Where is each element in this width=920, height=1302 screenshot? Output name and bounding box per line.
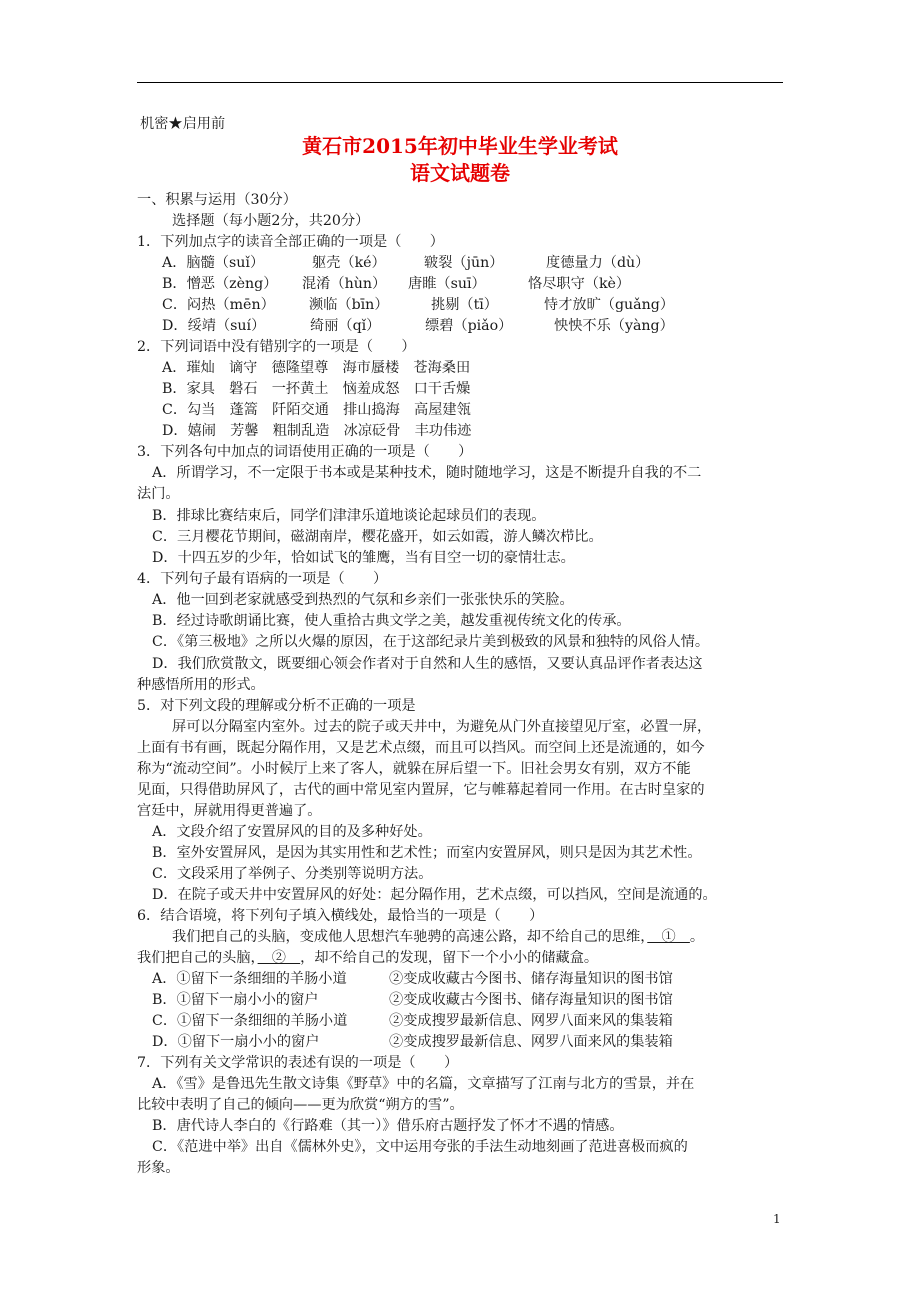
- q7-stem: 7．下列有关文学常识的表述有误的一项是（ ）: [137, 1055, 459, 1071]
- q5-stem: 5．对下列文段的理解或分析不正确的一项是: [137, 698, 416, 714]
- q2-option-a: A．璀灿 谪守 德隆望尊 海市蜃楼 苍海桑田: [162, 360, 471, 376]
- blank-1: ①: [647, 929, 690, 945]
- q7-option-a: A．《雪》是鲁迅先生散文诗集《野草》中的名篇，文章描写了江南与北方的雪景，并在: [152, 1076, 695, 1092]
- q6-passage-line-2: 我们把自己的头脑， ② ，却不给自己的发现，留下一个小小的储藏盒。: [137, 950, 599, 966]
- q2-stem: 2．下列词语中没有错别字的一项是（ ）: [137, 339, 416, 355]
- q5-option-a: A．文段介绍了安置屏风的目的及多种好处。: [152, 824, 432, 840]
- q4-option-d-cont: 种感悟所用的形式。: [137, 677, 265, 693]
- blank-2: ②: [257, 950, 301, 966]
- q3-option-d: D．十四五岁的少年，恰如试飞的雏鹰，当有目空一切的豪情壮志。: [152, 550, 575, 566]
- q5-passage-line: 上面有书有画，既起分隔作用，又是艺术点缀，而且可以挡风。而空间上还是流通的，如今: [137, 740, 705, 756]
- q5-option-c: C．文段采用了举例子、分类别等说明方法。: [152, 866, 433, 882]
- q6-stem: 6．结合语境，将下列句子填入横线处，最恰当的一项是（ ）: [137, 908, 544, 924]
- header-rule: [137, 82, 783, 83]
- q2-option-b: B．家具 磐石 一抔黄土 恼羞成怒 口干舌燥: [162, 381, 471, 397]
- section-subheading: 选择题（每小题2分，共20分）: [172, 213, 370, 229]
- q3-option-a-cont: 法门。: [137, 486, 180, 502]
- q5-option-d: D．在院子或天井中安置屏风的好处：起分隔作用，艺术点缀，可以挡风，空间是流通的。: [152, 887, 717, 903]
- page-number: 1: [773, 1212, 781, 1226]
- q7-option-a-cont: 比较中表明了自己的倾向——更为欣赏“朔方的雪”。: [137, 1097, 464, 1113]
- q4-option-a: A．他一回到老家就感受到热烈的气氛和乡亲们一张张快乐的笑脸。: [152, 592, 574, 608]
- q7-option-b: B．唐代诗人李白的《行路难（其一）》借乐府古题抒发了怀才不遇的情感。: [152, 1118, 624, 1134]
- q4-stem: 4．下列句子最有语病的一项是（ ）: [137, 571, 388, 587]
- q1-stem: 1．下列加点字的读音全部正确的一项是（ ）: [137, 234, 444, 250]
- q4-option-d: D．我们欣赏散文，既要细心领会作者对于自然和人生的感悟，又要认真品评作者表达这: [152, 656, 703, 672]
- confidential-mark: 机密★启用前: [140, 116, 226, 132]
- q3-stem: 3．下列各句中加点的词语使用正确的一项是（ ）: [137, 444, 473, 460]
- q3-option-c: C．三月樱花节期间，磁湖南岸，樱花盛开，如云如霞，游人鳞次栉比。: [152, 529, 603, 545]
- q5-passage-line: 宫廷中，屏就用得更普遍了。: [137, 803, 322, 819]
- q7-option-c-cont: 形象。: [137, 1160, 180, 1176]
- q7-option-c: C．《范进中举》出自《儒林外史》，文中运用夸张的手法生动地刻画了范进喜极而疯的: [152, 1139, 688, 1155]
- q5-passage-line: 屏可以分隔室内室外。过去的院子或天井中，为避免从门外直接望见厅室，必置一屏，: [172, 719, 712, 735]
- q4-option-b: B．经过诗歌朗诵比赛，使人重拾古典文学之美，越发重视传统文化的传承。: [152, 613, 631, 629]
- q5-passage-line: 称为“流动空间”。小时候厅上来了客人，就躲在屏后望一下。旧社会男女有别，双方不能: [137, 761, 691, 777]
- exam-subtitle: 语文试题卷: [410, 161, 510, 185]
- section-heading: 一、积累与运用（30分）: [137, 192, 297, 208]
- exam-title: 黄石市2015年初中毕业生学业考试: [302, 134, 618, 158]
- q5-option-b: B．室外安置屏风，是因为其实用性和艺术性；而室内安置屏风，则只是因为其艺术性。: [152, 845, 702, 861]
- q2-option-c: C．勾当 蓬篙 阡陌交通 排山捣海 高屋建瓴: [162, 402, 471, 418]
- q2-option-d: D．嬉闹 芳馨 粗制乱造 冰凉砭骨 丰功伟迹: [162, 423, 472, 439]
- q3-option-a: A．所谓学习，不一定限于书本或是某种技术，随时随地学习，这是不断提升自我的不二: [152, 465, 702, 481]
- q6-passage-line-1: 我们把自己的头脑，变成他人思想汽车驰骋的高速公路，却不给自己的思维， ① 。: [172, 929, 705, 945]
- q3-option-b: B．排球比赛结束后，同学们津津乐道地谈论起球员们的表现。: [152, 508, 546, 524]
- q5-passage-line: 见面，只得借助屏风了，古代的画中常见室内置屏，它与帷幕起着同一作用。在古时皇家的: [137, 782, 705, 798]
- q4-option-c: C．《第三极地》之所以火爆的原因，在于这部纪录片美到极致的风景和独特的风俗人情。: [152, 634, 710, 650]
